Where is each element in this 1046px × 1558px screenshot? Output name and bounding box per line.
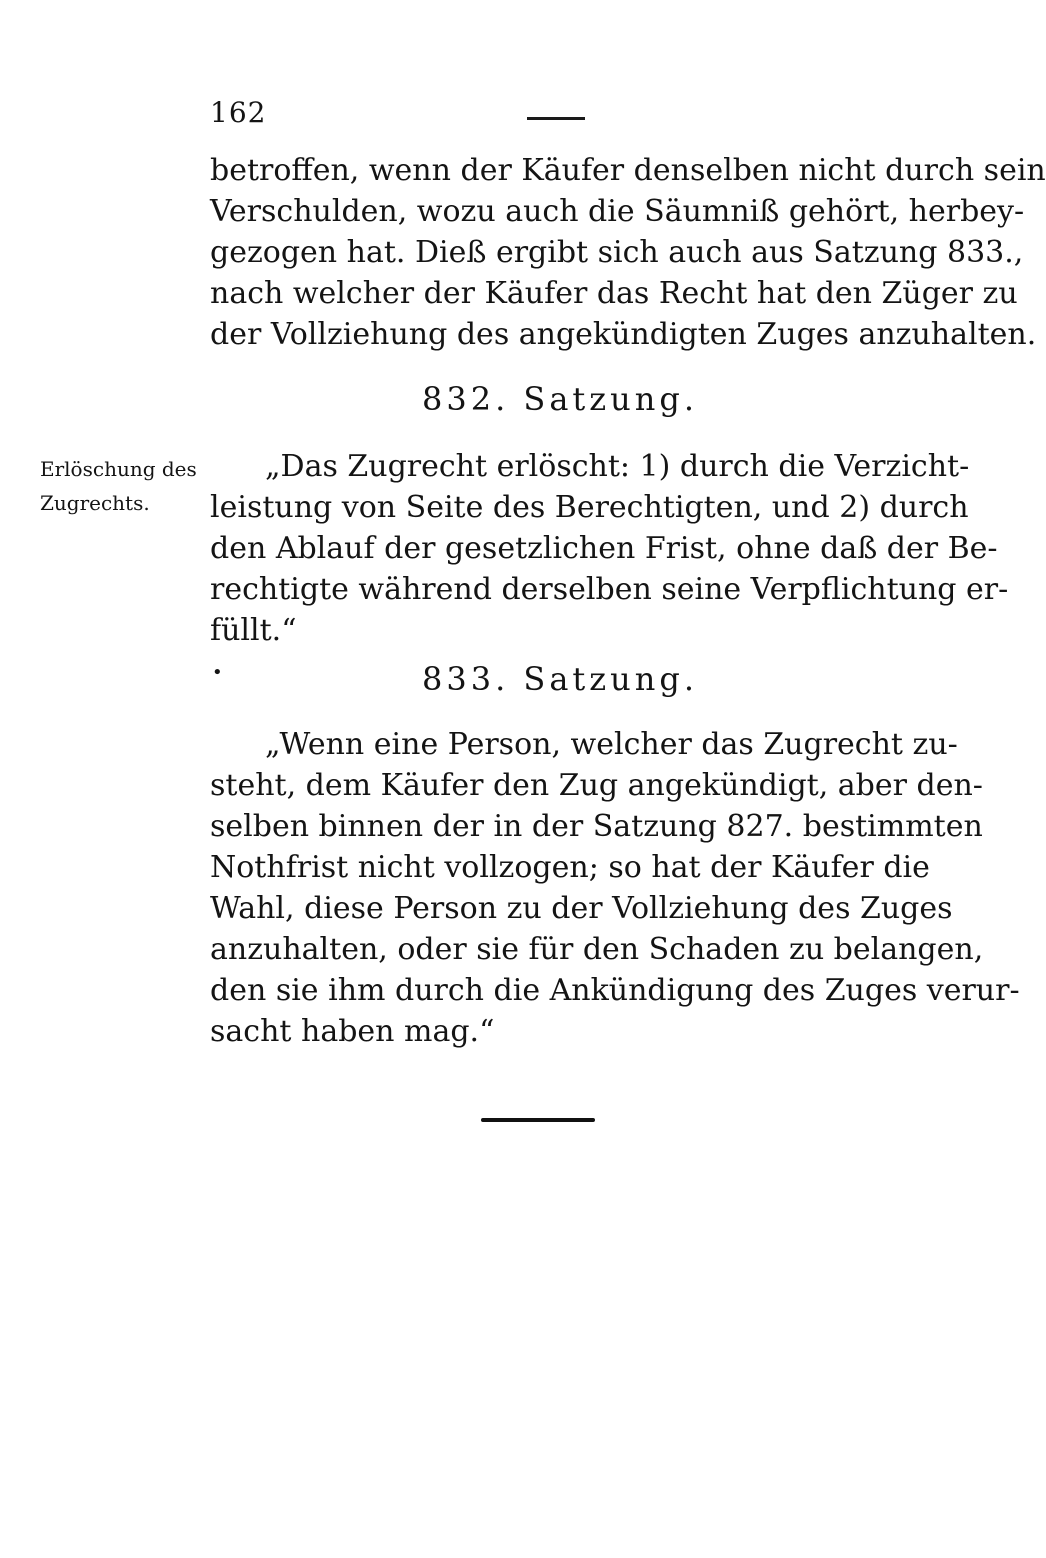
margin-note-line: Erlöschung des	[40, 457, 197, 481]
section-833-paragraph	[210, 724, 1020, 1052]
section-heading-833	[0, 660, 1000, 698]
heading-text: 832. Satzung.	[421, 380, 698, 418]
text-line: rechtigte während derselben seine Verpflichtung er-	[210, 572, 1009, 607]
margin-note	[40, 452, 210, 520]
text-line: den sie ihm durch die Ankündigung des Zuges verur-	[210, 973, 1020, 1008]
text-line: der Vollziehung des angekündigten Zuges anzuhalten.	[210, 317, 1037, 352]
text-line: anzuhalten, oder sie für den Schaden zu belangen,	[210, 932, 984, 967]
section-832-paragraph	[210, 446, 1009, 651]
text-line: den Ablauf der gesetzlichen Frist, ohne daß der Be-	[210, 531, 998, 566]
end-rule	[481, 1118, 595, 1122]
text-line: Nothfrist nicht vollzogen; so hat der Käufer die	[210, 850, 930, 885]
text-line: betroffen, wenn der Käufer denselben nicht durch sein	[210, 153, 1046, 188]
margin-note-line: Zugrechts.	[40, 491, 150, 515]
text-line: „Das Zugrecht erlöscht: 1) durch die Verzicht-	[265, 449, 970, 484]
heading-text: 833. Satzung.	[421, 660, 698, 698]
text-line: Wahl, diese Person zu der Vollziehung des Zuges	[210, 891, 953, 926]
text-line: sacht haben mag.“	[210, 1014, 495, 1049]
text-line: leistung von Seite des Berechtigten, und 2) durch	[210, 490, 969, 525]
text-line: selben binnen der in der Satzung 827. bestimmten	[210, 809, 983, 844]
page-number: 162	[210, 96, 267, 129]
text-line: nach welcher der Käufer das Recht hat den Züger zu	[210, 276, 1018, 311]
text-line: Verschulden, wozu auch die Säumniß gehört, herbey-	[210, 194, 1025, 229]
text-line: füllt.“	[210, 613, 297, 648]
section-heading-832	[0, 380, 1000, 418]
bullet-mark: •	[212, 662, 223, 683]
text-line: gezogen hat. Dieß ergibt sich auch aus Satzung 833.,	[210, 235, 1024, 270]
header-rule	[527, 117, 585, 120]
text-line: steht, dem Käufer den Zug angekündigt, aber den-	[210, 768, 983, 803]
intro-paragraph	[210, 150, 1046, 355]
text-line: „Wenn eine Person, welcher das Zugrecht zu-	[265, 727, 958, 762]
